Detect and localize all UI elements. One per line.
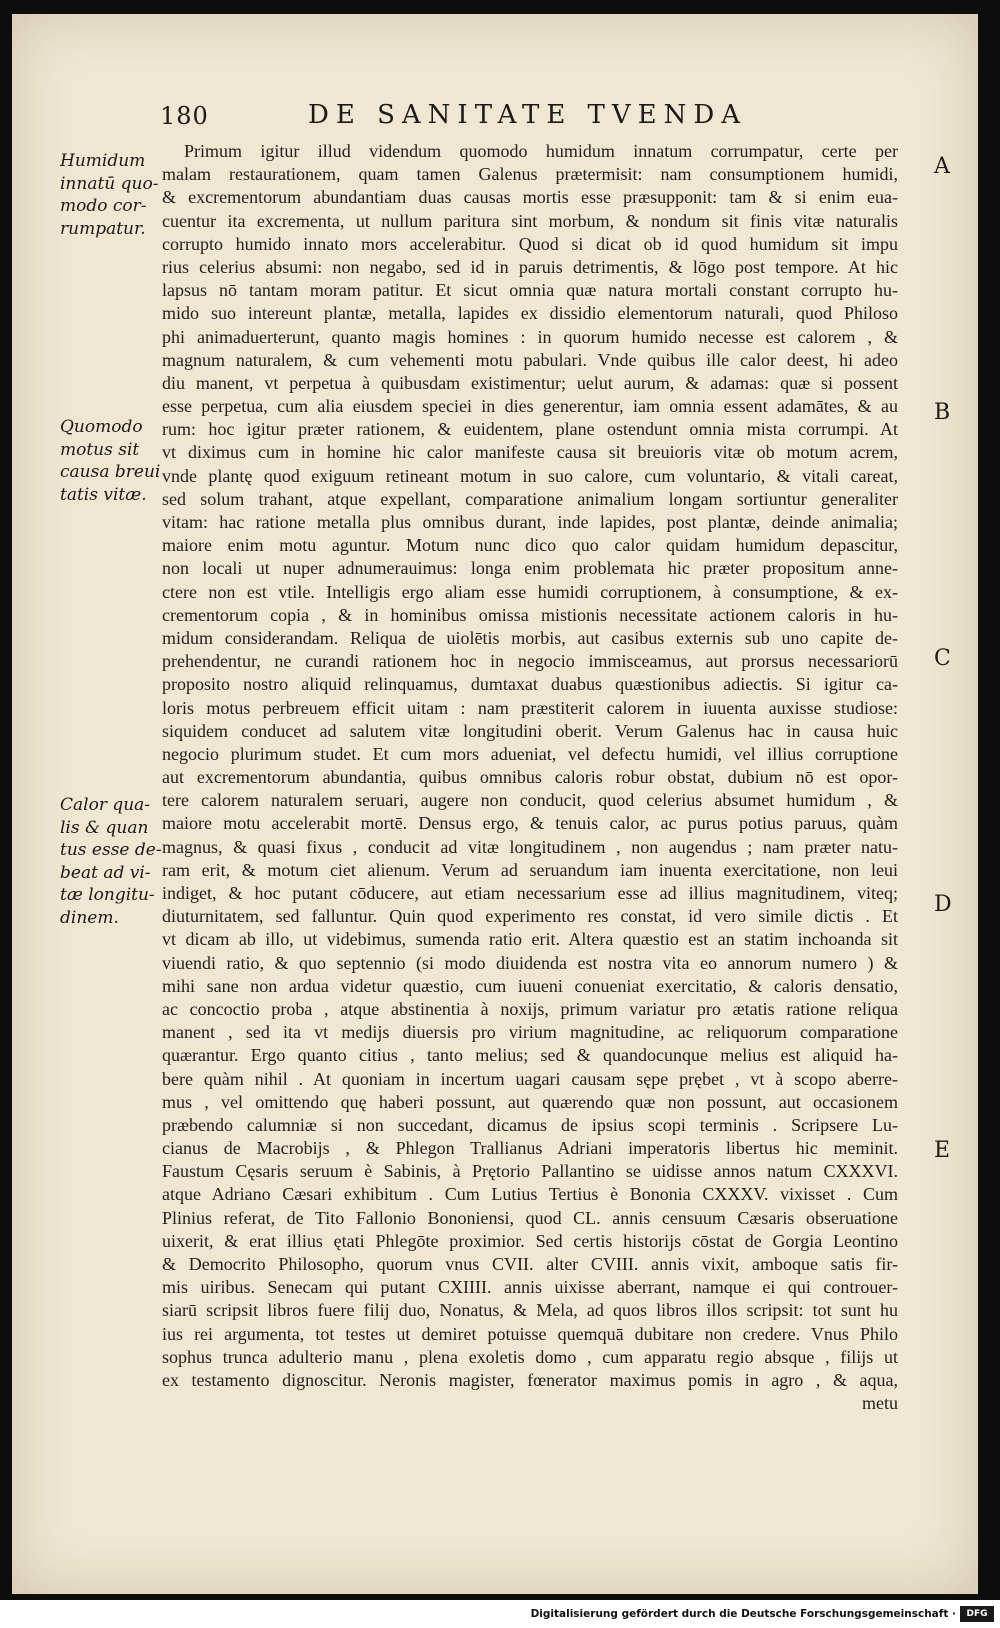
text-line: siarū scripsit libros fuere filij duo, Nonatus, & Mela, ad quos libros illos scripsit: tot sunt hu [162, 1300, 898, 1321]
text-line: sed solum trahant, atque expellant, comparatione animalium longam sortiuntur generaliter [162, 488, 898, 509]
text-line: aut excrementorum abundantia, quibus omnibus caloris robur obstat, dubium nō est opor- [162, 767, 898, 788]
text-line: tere calorem naturalem seruari, augere non conducit, quod celerius absumet humidum , & [162, 790, 898, 811]
text-line: proposito nostro aliquid relinquamus, dumtaxat duabus quæstionibus adiectis. Si igitur ca- [162, 674, 898, 695]
text-line: midum considerandam. Reliqua de uiolētis morbis, aut casibus externis sub uno capite de- [162, 627, 898, 648]
margin-note-line: beat ad vi- [60, 862, 151, 883]
margin-note-line: rumpatur. [60, 218, 146, 239]
text-line: phi animaduerterunt, quanto magis homines : in quorum humido necesse est calorem , & [162, 326, 898, 347]
text-line: ex testamento dignoscitur. Neronis magister, fœnerator maximus pomis in agro , & aqua, [162, 1369, 898, 1390]
text-line: corrupto humido innato mors accelerabitur. Quod si dicat ob id quod humidum sit impu [162, 233, 898, 254]
margin-note-line: Calor qua- [60, 795, 151, 815]
text-line: cuentur ita excrementa, ut nullum paritura sint morbum, & nondum sit finis vitæ naturalis [162, 210, 898, 231]
text-line: mihi sane non ardua videtur quæstio, cum iuueni conueniat exercitatio, & caloris densatio, [162, 975, 898, 996]
text-line: uixerit, & erat illius ętati Phlegōte proximior. Sed certis historijs cōstat de Gorgia Leontino [162, 1230, 898, 1251]
text-line: rum: hoc igitur præter rationem, & euidentem, plane ostendunt omnia mista corrumpi. At [162, 419, 898, 440]
text-line: crementorum copia , & in hominibus omissa mistionis necessitate actionem caloris in hu- [162, 604, 898, 625]
margin-note-line: tus esse de- [60, 840, 162, 860]
page-number: 180 [160, 102, 209, 130]
text-line: rius celerius absumi: non negabo, sed id in paruis detrimentis, & lōgo post tempore. At hic [162, 256, 898, 277]
text-line: magnum naturalem, & cum vehementi motu pabulari. Vnde quibus ille calor deest, hi adeo [162, 349, 898, 370]
running-head: DE SANITATE TVENDA [308, 100, 748, 130]
section-letter-b: B [934, 400, 951, 425]
text-line: non locali ut nuper adnumerauimus: longa enim problemata hic præter propositum anne- [162, 558, 898, 579]
text-line: ac concoctio proba , atque abstinentia à noxijs, primum variatur pro ætatis ratione reliqua [162, 998, 898, 1019]
text-line: & excrementorum abundantiam duas causas mortis esse præsupponit: tam & si enim eua- [162, 187, 898, 208]
margin-note-line: Quomodo [60, 417, 143, 437]
section-letter-a: A [934, 154, 950, 179]
text-line: ram erit, & motum ciet alienum. Verum ad seruandum iam inuenta exercitatione, non leui [162, 859, 898, 880]
text-line: mis uiribus. Senecam qui putant CXIIII. annis uixisse aberrant, namque ei qui controuer- [162, 1277, 898, 1298]
margin-note-quomodo [60, 416, 164, 506]
section-letter-c: C [934, 646, 951, 671]
margin-note-line: Humidum [60, 151, 146, 171]
margin-note-humidum [60, 150, 164, 240]
text-line: ius rei argumenta, tot testes ut demiret potuisse quemquā dubitare non credere. Vnus Philo [162, 1323, 898, 1344]
text-line: vnde plantę quod exiguum retineant motum in suo calore, cum voluntario, & vitali careat, [162, 465, 898, 486]
text-line: manent , sed ita vt medijs diuersis pro virium magnitudine, ac reliquorum comparatione [162, 1022, 898, 1043]
text-line: bere quàm nihil . At quoniam in incertum uagari causam sępe prębet , vt à scopo aberre- [162, 1068, 898, 1089]
text-line: vt diximus cum in homine hic calor manifeste causa sit breuioris vitæ ob motum acrem, [162, 442, 898, 463]
text-line: prehendentur, ne curandi rationem hoc in negocio immisceamus, aut prorsus necessariorū [162, 651, 898, 672]
footer-bar [0, 1600, 1000, 1628]
text-line: Plinius referat, de Tito Fallonio Bononiensi, quod CL. annis censuum Cæsaris obseruatione [162, 1207, 898, 1228]
book-page [12, 14, 978, 1594]
text-line: mus , vel omittendo quę haberi possunt, aut quærendo quæ non possunt, aut occasionem [162, 1091, 898, 1112]
margin-note-line: causa breui [60, 462, 161, 482]
text-line: diuturnitatem, sed falluntur. Quin quod experimento res constat, id vero simile dictis . Et [162, 906, 898, 927]
footer-credit: Digitalisierung gefördert durch die Deutsche Forschungsgemeinschaft · [530, 1608, 956, 1620]
text-line: vt dicam ab illo, ut videbimus, sumenda ratio erit. Altera quæstio est an statim inchoanda sit [162, 929, 898, 950]
text-line: Primum igitur illud videndum quomodo humidum innatum corrumpatur, certe per [184, 141, 898, 161]
text-line: maiore enim motu aguntur. Motum nunc dico quo calor quidam humidum depascitur, [162, 535, 898, 556]
text-line: vitam: hac ratione metalla plus omnibus durant, inde lapides, post plantæ, deinde animalia; [162, 512, 898, 532]
page-header [12, 102, 978, 142]
margin-note-calor [60, 794, 164, 929]
margin-note-line: lis & quan [60, 817, 149, 838]
section-letter-d: D [934, 892, 952, 917]
text-line: præbendo calumniæ si non succedant, dicamus de ipsius scopi terminis . Scripsere Lu- [162, 1114, 898, 1135]
margin-note-line: innatū quo- [60, 173, 159, 194]
text-line: esse perpetua, cum alia eiusdem speciei in dies generentur, iam omnia essent adamātes, & au [162, 396, 898, 417]
text-line: lapsus nō tantam moram patitur. Et sicut omnia quæ natura mortali constant corrupto hu- [162, 280, 898, 301]
text-line: & Democrito Philosopho, quorum vnus CVII. alter CVIII. annis vixit, amboque satis fir- [162, 1254, 898, 1274]
text-line: viuendi ratio, & quo septennio (si modo diuidenda est nostra vita eo annorum numero ) & [162, 952, 898, 973]
text-line: ctere non est vtile. Intelligis ergo aliam esse humidi corruptionem, à consumptione, & ex- [162, 581, 898, 602]
text-line: mido suo intereunt plantæ, metalla, lapides ex dissidio elementorum naturali, quod Philoso [162, 303, 898, 324]
text-line: indiget, & hoc putant cōducere, aut etiam necessarium esse ad illius magnitudinem, viteq; [162, 883, 898, 903]
text-line: maiore motu accelerabit mortē. Densus ergo, & tenuis calor, ac purus potius paruus, quàm [162, 813, 898, 834]
text-line: diu manent, vt perpetua à quibusdam existimentur; uelut aurum, & adamas: quæ si possent [162, 372, 898, 393]
text-line: quærantur. Ergo quanto citius , tanto melius; sed & quandocunque melius est aliquid ha- [162, 1045, 898, 1066]
margin-note-line: dinem. [60, 907, 119, 928]
margin-note-line: tæ longitu- [60, 885, 155, 905]
text-line: siquidem conducet ad salutem vitæ longitudini oberit. Verum Galenus hac in causa huic [162, 720, 898, 741]
body-text [162, 140, 898, 1415]
text-line: malam restaurationem, quam tamen Galenus prætermisit: nam consumptionem humidi, [162, 164, 898, 185]
text-line: sophus trunca adulterio manu , plena exoletis domo , cum apparatu regio absque , filijs ut [162, 1346, 898, 1367]
text-line: magnus, & quasi fixus , conducit ad vitæ longitudinem , non augendus ; nam præter natu- [162, 836, 898, 857]
text-line: negocio plurimum studet. Et cum mors adueniat, vel defectu humidi, vel illius corruptione [162, 743, 898, 764]
text-line: Faustum Cęsaris seruum è Sabinis, à Prętorio Pallantino se uidisse annos natum CXXXVI. [162, 1161, 898, 1182]
dfg-logo: DFG [960, 1606, 994, 1622]
text-line: metu [862, 1393, 898, 1414]
text-line: cianus de Macrobijs , & Phlegon Trallianus Adriani imperatoris libertus hic meminit. [162, 1138, 898, 1159]
margin-note-line: modo cor- [60, 196, 147, 216]
margin-note-line: motus sit [60, 439, 140, 460]
text-line: loris motus perbreuem efficit uitam : nam præstiterit calorem in iuuenta auxisse studiose: [162, 697, 898, 718]
text-line: atque Adriano Cæsari exhibitum . Cum Lutius Tertius è Bononia CXXXV. vixisset . Cum [162, 1184, 898, 1205]
section-letter-e: E [934, 1138, 951, 1163]
margin-note-line: tatis vitæ. [60, 484, 147, 505]
